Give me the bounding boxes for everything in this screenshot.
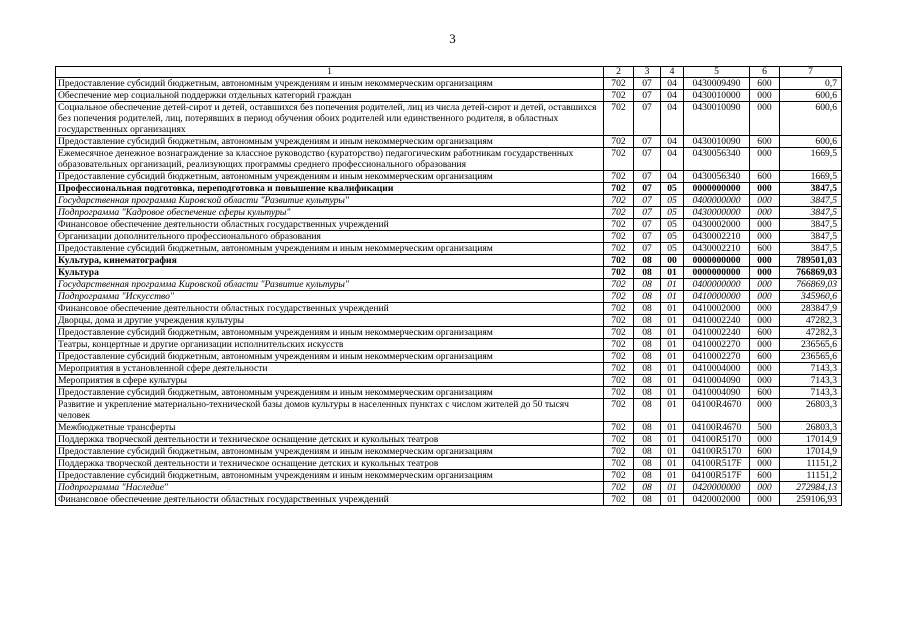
table-row: [56, 387, 842, 399]
subsection-code-cell: 01: [661, 470, 684, 482]
item-name-cell: Подпрограмма "Искусство": [56, 291, 604, 303]
section-code-cell: 07: [634, 195, 661, 207]
target-article-cell: 0000000000: [684, 183, 750, 195]
header-cell: 4: [661, 67, 684, 78]
section-code-cell: 08: [634, 339, 661, 351]
subsection-code-cell: 01: [661, 267, 684, 279]
subsection-code-cell: 05: [661, 243, 684, 255]
section-code-cell: 07: [634, 207, 661, 219]
section-code-cell: 08: [634, 399, 661, 422]
ministry-code-cell: 702: [604, 291, 634, 303]
amount-cell: 3847,5: [780, 243, 842, 255]
table-row: [56, 78, 842, 90]
target-article-cell: 0430056340: [684, 171, 750, 183]
table-row: [56, 148, 842, 171]
target-article-cell: 0430010090: [684, 102, 750, 136]
ministry-code-cell: 702: [604, 446, 634, 458]
amount-cell: 600,6: [780, 136, 842, 148]
ministry-code-cell: 702: [604, 183, 634, 195]
target-article-cell: 0410000000: [684, 291, 750, 303]
subsection-code-cell: 05: [661, 231, 684, 243]
amount-cell: 3847,5: [780, 207, 842, 219]
table-row: [56, 207, 842, 219]
section-code-cell: 08: [634, 291, 661, 303]
target-article-cell: 0000000000: [684, 255, 750, 267]
subsection-code-cell: 01: [661, 303, 684, 315]
section-code-cell: 08: [634, 375, 661, 387]
budget-table: [55, 66, 842, 506]
item-name-cell: Культура: [56, 267, 604, 279]
item-name-cell: Поддержка творческой деятельности и техническое оснащение детских и кукольных театров: [56, 434, 604, 446]
ministry-code-cell: 702: [604, 102, 634, 136]
expense-type-cell: 000: [750, 291, 780, 303]
expense-type-cell: 600: [750, 327, 780, 339]
ministry-code-cell: 702: [604, 195, 634, 207]
item-name-cell: Мероприятия в сфере культуры: [56, 375, 604, 387]
table-row: [56, 267, 842, 279]
item-name-cell: Подпрограмма "Кадровое обеспечение сферы культуры": [56, 207, 604, 219]
target-article-cell: 0430000000: [684, 207, 750, 219]
table-row: [56, 494, 842, 506]
section-code-cell: 07: [634, 78, 661, 90]
expense-type-cell: 000: [750, 339, 780, 351]
item-name-cell: Предоставление субсидий бюджетным, автономным учреждениям и иным некоммерческим организациям: [56, 327, 604, 339]
target-article-cell: 0420000000: [684, 482, 750, 494]
ministry-code-cell: 702: [604, 470, 634, 482]
expense-type-cell: 000: [750, 90, 780, 102]
target-article-cell: 0410004090: [684, 387, 750, 399]
expense-type-cell: 000: [750, 267, 780, 279]
target-article-cell: 0410002270: [684, 351, 750, 363]
section-code-cell: 07: [634, 148, 661, 171]
item-name-cell: Предоставление субсидий бюджетным, автономным учреждениям и иным некоммерческим организациям: [56, 351, 604, 363]
item-name-cell: Мероприятия в установленной сфере деятельности: [56, 363, 604, 375]
amount-cell: 3847,5: [780, 195, 842, 207]
ministry-code-cell: 702: [604, 422, 634, 434]
item-name-cell: Государственная программа Кировской области "Развитие культуры": [56, 279, 604, 291]
table-row: [56, 291, 842, 303]
section-code-cell: 07: [634, 171, 661, 183]
target-article-cell: 04100R4670: [684, 399, 750, 422]
target-article-cell: 0410002000: [684, 303, 750, 315]
subsection-code-cell: 01: [661, 387, 684, 399]
ministry-code-cell: 702: [604, 363, 634, 375]
table-row: [56, 446, 842, 458]
subsection-code-cell: 01: [661, 351, 684, 363]
expense-type-cell: 000: [750, 219, 780, 231]
expense-type-cell: 000: [750, 148, 780, 171]
target-article-cell: 0430002210: [684, 243, 750, 255]
expense-type-cell: 000: [750, 458, 780, 470]
subsection-code-cell: 01: [661, 494, 684, 506]
ministry-code-cell: 702: [604, 387, 634, 399]
section-code-cell: 08: [634, 422, 661, 434]
table-row: [56, 327, 842, 339]
header-cell: 1: [56, 67, 604, 78]
amount-cell: 272984,13: [780, 482, 842, 494]
section-code-cell: 07: [634, 136, 661, 148]
section-code-cell: 07: [634, 183, 661, 195]
amount-cell: 11151,2: [780, 470, 842, 482]
ministry-code-cell: 702: [604, 207, 634, 219]
ministry-code-cell: 702: [604, 171, 634, 183]
table-row: [56, 303, 842, 315]
ministry-code-cell: 702: [604, 279, 634, 291]
item-name-cell: Подпрограмма "Наследие": [56, 482, 604, 494]
target-article-cell: 0410002240: [684, 315, 750, 327]
subsection-code-cell: 04: [661, 148, 684, 171]
amount-cell: 1669,5: [780, 171, 842, 183]
table-row: [56, 458, 842, 470]
target-article-cell: 0430002210: [684, 231, 750, 243]
item-name-cell: Предоставление субсидий бюджетным, автономным учреждениям и иным некоммерческим организациям: [56, 136, 604, 148]
section-code-cell: 08: [634, 351, 661, 363]
amount-cell: 3847,5: [780, 231, 842, 243]
subsection-code-cell: 00: [661, 255, 684, 267]
item-name-cell: Финансовое обеспечение деятельности областных государственных учреждений: [56, 494, 604, 506]
subsection-code-cell: 01: [661, 279, 684, 291]
expense-type-cell: 000: [750, 279, 780, 291]
amount-cell: 766869,03: [780, 279, 842, 291]
table-row: [56, 171, 842, 183]
table-row: [56, 351, 842, 363]
target-article-cell: 0430002000: [684, 219, 750, 231]
amount-cell: 17014,9: [780, 434, 842, 446]
subsection-code-cell: 01: [661, 363, 684, 375]
subsection-code-cell: 05: [661, 195, 684, 207]
ministry-code-cell: 702: [604, 434, 634, 446]
amount-cell: 17014,9: [780, 446, 842, 458]
table-row: [56, 219, 842, 231]
ministry-code-cell: 702: [604, 219, 634, 231]
amount-cell: 7143,3: [780, 375, 842, 387]
subsection-code-cell: 01: [661, 315, 684, 327]
item-name-cell: Театры, концертные и другие организации исполнительских искусств: [56, 339, 604, 351]
item-name-cell: Предоставление субсидий бюджетным, автономным учреждениям и иным некоммерческим организациям: [56, 243, 604, 255]
section-code-cell: 08: [634, 470, 661, 482]
section-code-cell: 07: [634, 243, 661, 255]
target-article-cell: 0410002240: [684, 327, 750, 339]
item-name-cell: Финансовое обеспечение деятельности областных государственных учреждений: [56, 303, 604, 315]
section-code-cell: 08: [634, 458, 661, 470]
section-code-cell: 07: [634, 219, 661, 231]
subsection-code-cell: 04: [661, 90, 684, 102]
target-article-cell: 04100R517F: [684, 458, 750, 470]
ministry-code-cell: 702: [604, 136, 634, 148]
section-code-cell: 08: [634, 446, 661, 458]
expense-type-cell: 000: [750, 207, 780, 219]
expense-type-cell: 000: [750, 195, 780, 207]
amount-cell: 11151,2: [780, 458, 842, 470]
table-row: [56, 195, 842, 207]
subsection-code-cell: 01: [661, 434, 684, 446]
target-article-cell: 0430009490: [684, 78, 750, 90]
item-name-cell: Межбюджетные трансферты: [56, 422, 604, 434]
target-article-cell: 0400000000: [684, 195, 750, 207]
subsection-code-cell: 01: [661, 422, 684, 434]
table-row: [56, 231, 842, 243]
subsection-code-cell: 01: [661, 339, 684, 351]
target-article-cell: 0420002000: [684, 494, 750, 506]
section-code-cell: 07: [634, 102, 661, 136]
table-row: [56, 434, 842, 446]
amount-cell: 47282,3: [780, 327, 842, 339]
ministry-code-cell: 702: [604, 78, 634, 90]
ministry-code-cell: 702: [604, 375, 634, 387]
ministry-code-cell: 702: [604, 494, 634, 506]
subsection-code-cell: 04: [661, 78, 684, 90]
item-name-cell: Предоставление субсидий бюджетным, автономным учреждениям и иным некоммерческим организациям: [56, 446, 604, 458]
target-article-cell: 0000000000: [684, 267, 750, 279]
ministry-code-cell: 702: [604, 90, 634, 102]
expense-type-cell: 000: [750, 434, 780, 446]
section-code-cell: 08: [634, 482, 661, 494]
expense-type-cell: 600: [750, 243, 780, 255]
table-row: [56, 279, 842, 291]
item-name-cell: Развитие и укрепление материально-технической базы домов культуры в населенных пунктах с числом жителей до 50 тысяч человек: [56, 399, 604, 422]
amount-cell: 26803,3: [780, 422, 842, 434]
header-cell: 6: [750, 67, 780, 78]
subsection-code-cell: 04: [661, 102, 684, 136]
target-article-cell: 04100R5170: [684, 446, 750, 458]
expense-type-cell: 600: [750, 171, 780, 183]
section-code-cell: 07: [634, 90, 661, 102]
table-row: [56, 363, 842, 375]
section-code-cell: 08: [634, 363, 661, 375]
subsection-code-cell: 05: [661, 207, 684, 219]
ministry-code-cell: 702: [604, 327, 634, 339]
subsection-code-cell: 05: [661, 183, 684, 195]
section-code-cell: 08: [634, 303, 661, 315]
expense-type-cell: 000: [750, 375, 780, 387]
amount-cell: 283847,9: [780, 303, 842, 315]
amount-cell: 600,6: [780, 90, 842, 102]
subsection-code-cell: 01: [661, 375, 684, 387]
amount-cell: 345960,6: [780, 291, 842, 303]
amount-cell: 3847,5: [780, 219, 842, 231]
expense-type-cell: 000: [750, 399, 780, 422]
section-code-cell: 08: [634, 327, 661, 339]
section-code-cell: 08: [634, 387, 661, 399]
ministry-code-cell: 702: [604, 267, 634, 279]
expense-type-cell: 000: [750, 183, 780, 195]
ministry-code-cell: 702: [604, 482, 634, 494]
expense-type-cell: 000: [750, 255, 780, 267]
target-article-cell: 0400000000: [684, 279, 750, 291]
table-row: [56, 183, 842, 195]
section-code-cell: 08: [634, 255, 661, 267]
header-cell: 7: [780, 67, 842, 78]
item-name-cell: Профессиональная подготовка, переподготовка и повышение квалификации: [56, 183, 604, 195]
subsection-code-cell: 01: [661, 458, 684, 470]
expense-type-cell: 600: [750, 351, 780, 363]
ministry-code-cell: 702: [604, 255, 634, 267]
ministry-code-cell: 702: [604, 351, 634, 363]
expense-type-cell: 600: [750, 387, 780, 399]
table-row: [56, 90, 842, 102]
section-code-cell: 08: [634, 434, 661, 446]
ministry-code-cell: 702: [604, 339, 634, 351]
ministry-code-cell: 702: [604, 399, 634, 422]
expense-type-cell: 000: [750, 363, 780, 375]
item-name-cell: Предоставление субсидий бюджетным, автономным учреждениям и иным некоммерческим организациям: [56, 470, 604, 482]
expense-type-cell: 600: [750, 470, 780, 482]
table-row: [56, 243, 842, 255]
target-article-cell: 0410004090: [684, 375, 750, 387]
item-name-cell: Дворцы, дома и другие учреждения культуры: [56, 315, 604, 327]
expense-type-cell: 000: [750, 303, 780, 315]
subsection-code-cell: 01: [661, 291, 684, 303]
amount-cell: 1669,5: [780, 148, 842, 171]
section-code-cell: 08: [634, 315, 661, 327]
subsection-code-cell: 05: [661, 219, 684, 231]
table-row: [56, 255, 842, 267]
target-article-cell: 04100R4670: [684, 422, 750, 434]
table-row: [56, 375, 842, 387]
expense-type-cell: 600: [750, 136, 780, 148]
amount-cell: 3847,5: [780, 183, 842, 195]
table-row: [56, 339, 842, 351]
table-row: [56, 315, 842, 327]
expense-type-cell: 600: [750, 78, 780, 90]
section-code-cell: 07: [634, 231, 661, 243]
item-name-cell: Социальное обеспечение детей-сирот и детей, оставшихся без попечения родителей, лиц из числа детей-сирот и детей, оставшихся без попечения родителей, лиц, потерявших в период обучения обоих родителей или единственного родителя, в областных государственных организациях: [56, 102, 604, 136]
expense-type-cell: 000: [750, 315, 780, 327]
expense-type-cell: 500: [750, 422, 780, 434]
target-article-cell: 0430010000: [684, 90, 750, 102]
amount-cell: 0,7: [780, 78, 842, 90]
table-row: [56, 399, 842, 422]
item-name-cell: Поддержка творческой деятельности и техническое оснащение детских и кукольных театров: [56, 458, 604, 470]
header-cell: 2: [604, 67, 634, 78]
ministry-code-cell: 702: [604, 458, 634, 470]
item-name-cell: Государственная программа Кировской области "Развитие культуры": [56, 195, 604, 207]
amount-cell: 789501,03: [780, 255, 842, 267]
amount-cell: 236565,6: [780, 351, 842, 363]
subsection-code-cell: 01: [661, 482, 684, 494]
amount-cell: 7143,3: [780, 387, 842, 399]
ministry-code-cell: 702: [604, 303, 634, 315]
item-name-cell: Предоставление субсидий бюджетным, автономным учреждениям и иным некоммерческим организациям: [56, 387, 604, 399]
ministry-code-cell: 702: [604, 243, 634, 255]
table-row: [56, 482, 842, 494]
item-name-cell: Финансовое обеспечение деятельности областных государственных учреждений: [56, 219, 604, 231]
amount-cell: 236565,6: [780, 339, 842, 351]
table-row: [56, 102, 842, 136]
table-row: [56, 136, 842, 148]
table-row: [56, 422, 842, 434]
section-code-cell: 08: [634, 279, 661, 291]
expense-type-cell: 000: [750, 102, 780, 136]
amount-cell: 600,6: [780, 102, 842, 136]
page-number: 3: [449, 31, 456, 46]
target-article-cell: 0430056340: [684, 148, 750, 171]
header-row: [56, 67, 842, 78]
section-code-cell: 08: [634, 494, 661, 506]
ministry-code-cell: 702: [604, 231, 634, 243]
section-code-cell: 08: [634, 267, 661, 279]
amount-cell: 259106,93: [780, 494, 842, 506]
header-cell: 5: [684, 67, 750, 78]
target-article-cell: 0410004000: [684, 363, 750, 375]
item-name-cell: Организации дополнительного профессионального образования: [56, 231, 604, 243]
item-name-cell: Обеспечение мер социальной поддержки отдельных категорий граждан: [56, 90, 604, 102]
target-article-cell: 04100R5170: [684, 434, 750, 446]
subsection-code-cell: 04: [661, 136, 684, 148]
subsection-code-cell: 01: [661, 446, 684, 458]
amount-cell: 26803,3: [780, 399, 842, 422]
subsection-code-cell: 04: [661, 171, 684, 183]
amount-cell: 766869,03: [780, 267, 842, 279]
expense-type-cell: 000: [750, 231, 780, 243]
target-article-cell: 0430010090: [684, 136, 750, 148]
expense-type-cell: 000: [750, 494, 780, 506]
item-name-cell: Ежемесячное денежное вознаграждение за классное руководство (кураторство) педагогическим работникам государственных образовательных организаций, реализующих программы среднего профессионального образования: [56, 148, 604, 171]
table-row: [56, 470, 842, 482]
ministry-code-cell: 702: [604, 315, 634, 327]
target-article-cell: 0410002270: [684, 339, 750, 351]
item-name-cell: Культура, кинематография: [56, 255, 604, 267]
expense-type-cell: 000: [750, 482, 780, 494]
header-cell: 3: [634, 67, 661, 78]
subsection-code-cell: 01: [661, 399, 684, 422]
item-name-cell: Предоставление субсидий бюджетным, автономным учреждениям и иным некоммерческим организациям: [56, 78, 604, 90]
amount-cell: 7143,3: [780, 363, 842, 375]
amount-cell: 47282,3: [780, 315, 842, 327]
item-name-cell: Предоставление субсидий бюджетным, автономным учреждениям и иным некоммерческим организациям: [56, 171, 604, 183]
ministry-code-cell: 702: [604, 148, 634, 171]
target-article-cell: 04100R517F: [684, 470, 750, 482]
subsection-code-cell: 01: [661, 327, 684, 339]
expense-type-cell: 600: [750, 446, 780, 458]
